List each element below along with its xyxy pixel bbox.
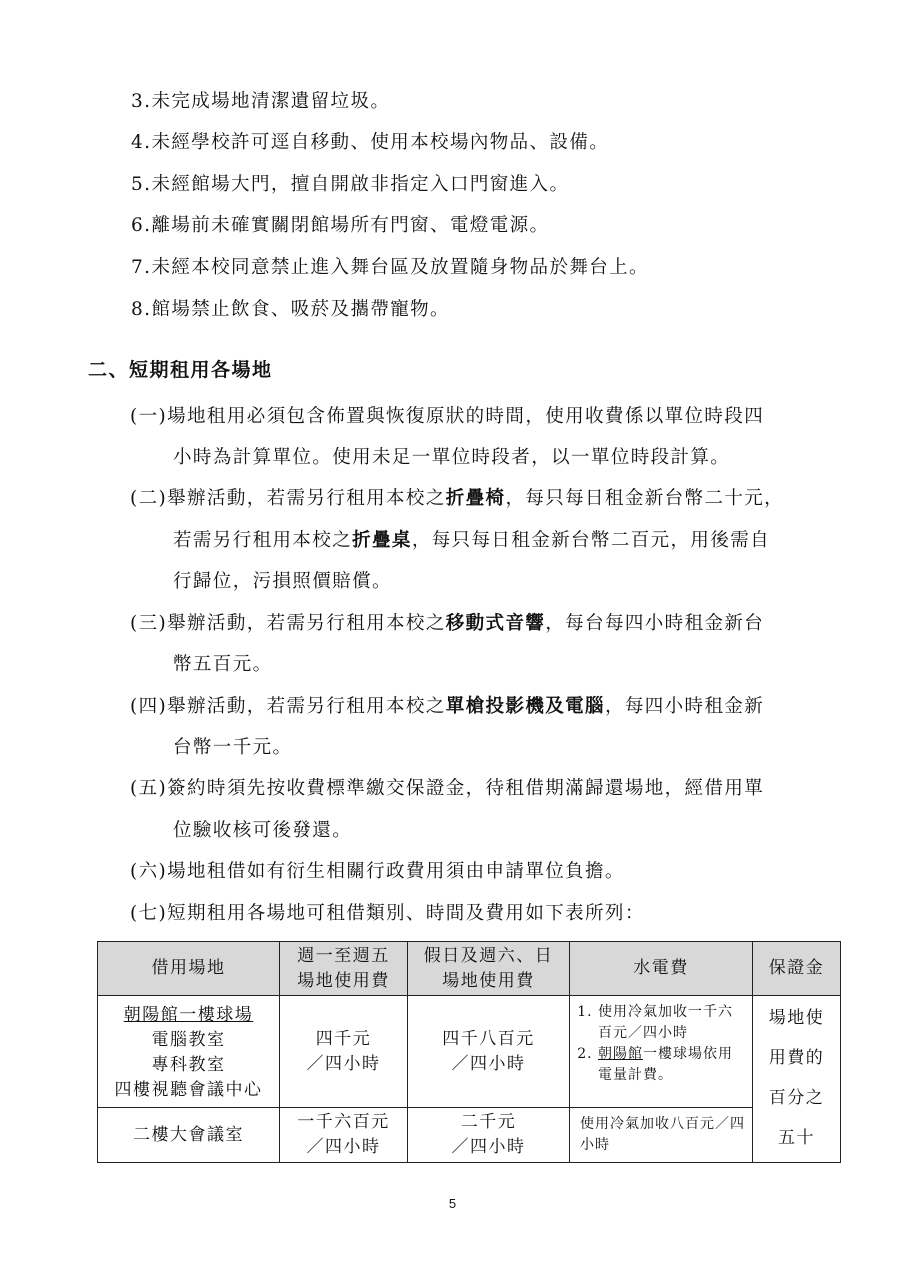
item-4-line-2: 台幣一千元。 — [173, 737, 293, 758]
weekday-fee-unit: ／四小時 — [306, 1137, 381, 1157]
rule-item-5: 5.未經館場大門，擅自開啟非指定入口門窗進入。 — [131, 174, 570, 195]
header-weekend-line-2: 場地使用費 — [442, 970, 535, 991]
item-4-text-tail: ，每四小時租金新 — [604, 696, 765, 717]
item-2-line-2 — [173, 529, 770, 553]
utility-cell: 使用冷氣加收八百元／四小時 — [570, 1108, 753, 1163]
header-weekend-fee — [408, 942, 570, 996]
weekend-fee-cell — [408, 1108, 570, 1163]
venue-name: 四樓視聽會議中心 — [114, 1079, 263, 1100]
venue-cell — [98, 996, 280, 1108]
header-utility: 水電費 — [570, 942, 753, 996]
item-6-line-1: (六)場地租借如有衍生相關行政費用須由申請單位負擔。 — [130, 861, 625, 882]
utility-note-2-venue: 朝陽館 — [598, 1046, 643, 1062]
weekend-fee: 二千元 — [460, 1112, 517, 1132]
deposit-line: 五十 — [778, 1128, 815, 1148]
deposit-cell — [753, 996, 841, 1163]
header-venue: 借用場地 — [98, 942, 280, 996]
weekend-fee-cell — [408, 996, 570, 1108]
item-4-line-1 — [130, 695, 764, 719]
item-2-line-3: 行歸位，污損照價賠償。 — [173, 571, 392, 592]
header-deposit: 保證金 — [753, 942, 841, 996]
item-3-line-1 — [130, 612, 764, 636]
header-weekend-line-1: 假日及週六、日 — [423, 945, 554, 966]
item-3-text: (三)舉辦活動，若需另行租用本校之 — [130, 613, 446, 634]
item-4-text: (四)舉辦活動，若需另行租用本校之 — [130, 696, 446, 717]
item-2-text: (二)舉辦活動，若需另行租用本校之 — [130, 488, 446, 509]
table-row — [98, 996, 841, 1108]
venue-name: 電腦教室 — [151, 1029, 226, 1050]
header-weekday-fee — [280, 942, 408, 996]
rule-item-7: 7.未經本校同意禁止進入舞台區及放置隨身物品於舞台上。 — [131, 257, 649, 278]
item-3-bold-speaker: 移動式音響 — [445, 613, 546, 634]
fee-table — [97, 941, 841, 1163]
rule-item-4: 4.未經學校許可逕自移動、使用本校場內物品、設備。 — [131, 132, 610, 153]
item-3-text-tail: ，每台每四小時租金新台 — [545, 613, 765, 634]
header-weekday-line-1: 週一至週五 — [297, 945, 390, 966]
item-2-line-2-text: 若需另行租用本校之 — [173, 530, 353, 551]
header-weekday-line-2: 場地使用費 — [297, 970, 390, 991]
item-2-text-tail: ，每只每日租金新台幣二十元， — [505, 488, 785, 509]
rule-item-3: 3.未完成場地清潔遺留垃圾。 — [131, 91, 391, 112]
weekend-fee-unit: ／四小時 — [451, 1137, 526, 1157]
table-header-row — [98, 942, 841, 996]
item-1-line-1: (一)場地租用必須包含佈置與恢復原狀的時間，使用收費係以單位時段四 — [130, 406, 765, 427]
item-2-bold-chairs: 折疊椅 — [445, 488, 506, 509]
item-2-bold-tables: 折疊桌 — [352, 530, 412, 551]
venue-name: 專科教室 — [151, 1054, 226, 1075]
weekday-fee: 四千元 — [315, 1028, 372, 1049]
item-2-line-1 — [130, 487, 784, 511]
section-heading: 二、短期租用各場地 — [88, 359, 273, 381]
item-3-line-2: 幣五百元。 — [173, 654, 273, 675]
rule-item-6: 6.離場前未確實關閉館場所有門窗、電燈電源。 — [131, 215, 550, 236]
item-4-bold-projector: 單槍投影機及電腦 — [445, 696, 605, 717]
deposit-line: 用費的 — [768, 1048, 825, 1068]
utility-note-2 — [598, 1044, 746, 1086]
utility-cell — [570, 996, 753, 1108]
item-5-line-2: 位驗收核可後發還。 — [173, 820, 353, 841]
rule-item-8: 8.館場禁止飲食、吸菸及攜帶寵物。 — [131, 299, 450, 320]
item-5-line-1: (五)簽約時須先按收費標準繳交保證金，待租借期滿歸還場地，經借用單 — [130, 778, 765, 799]
item-1-line-2: 小時為計算單位。使用未足一單位時段者，以一單位時段計算。 — [173, 447, 731, 468]
item-7-line-1: (七)短期租用各場地可租借類別、時間及費用如下表所列： — [130, 903, 645, 924]
weekend-fee-unit: ／四小時 — [451, 1053, 526, 1074]
deposit-line: 場地使 — [768, 1008, 825, 1028]
utility-note-2-text: 一樓球場依用電量計費。 — [598, 1046, 733, 1083]
venue-name: 朝陽館一樓球場 — [123, 1004, 254, 1025]
weekday-fee-cell — [280, 996, 408, 1108]
weekday-fee: 一千六百元 — [297, 1112, 390, 1132]
page-number: 5 — [448, 1196, 457, 1211]
venue-cell: 二樓大會議室 — [98, 1108, 280, 1163]
deposit-line: 百分之 — [768, 1088, 825, 1108]
table-row — [98, 1108, 841, 1163]
weekday-fee-cell — [280, 1108, 408, 1163]
item-2-line-2-tail: ，每只每日租金新台幣二百元，用後需自 — [411, 530, 771, 551]
weekday-fee-unit: ／四小時 — [306, 1053, 381, 1074]
weekend-fee: 四千八百元 — [442, 1028, 535, 1049]
utility-note-1: 1. 使用冷氣加收一千六百元／四小時 — [598, 1002, 746, 1044]
